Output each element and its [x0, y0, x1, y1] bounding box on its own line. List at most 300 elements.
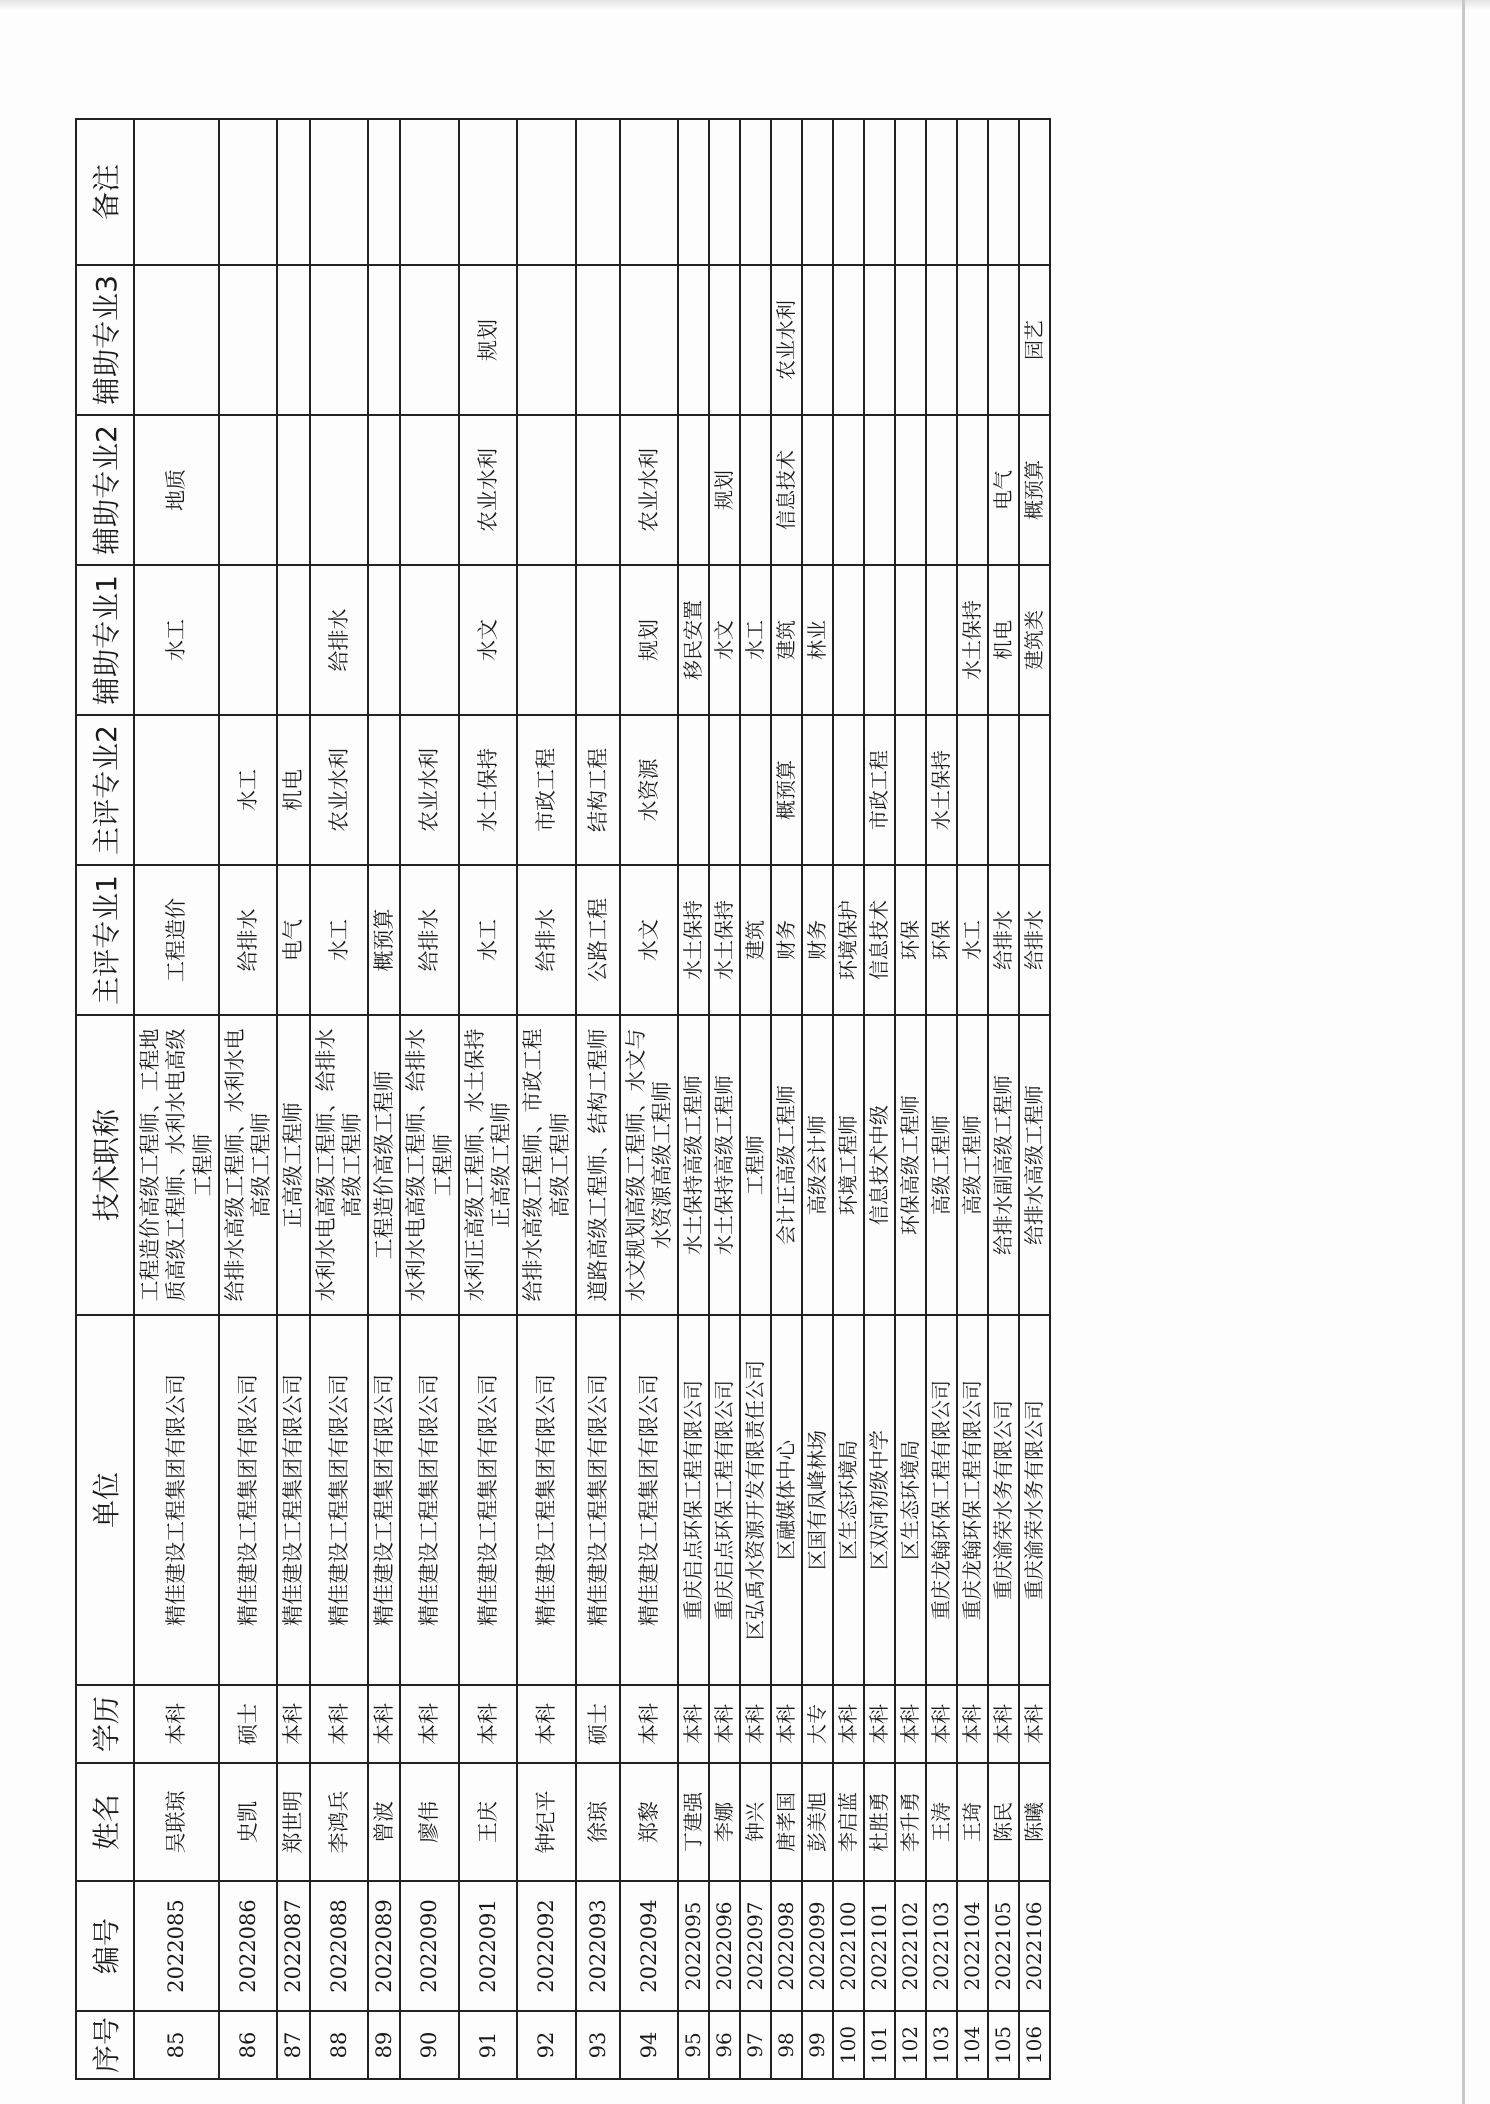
cell-main-major-2: 市政工程 — [864, 715, 895, 865]
cell-name: 丁建强 — [678, 1763, 709, 1881]
cell-seq: 100 — [833, 2011, 864, 2079]
cell-education: 本科 — [895, 1685, 926, 1763]
cell-aux-major-1: 建筑 — [771, 565, 802, 715]
header-education: 学历 — [76, 1685, 134, 1763]
cell-aux-major-2 — [740, 415, 771, 565]
cell-title: 给排水高级工程师、水利水电高级工程师 — [219, 1015, 278, 1315]
cell-education: 硕士 — [576, 1685, 620, 1763]
cell-aux-major-1 — [368, 565, 400, 715]
cell-code: 2022104 — [957, 1881, 988, 2011]
cell-remark — [988, 119, 1019, 265]
cell-code: 2022096 — [709, 1881, 740, 2011]
cell-main-major-2 — [368, 715, 400, 865]
cell-aux-major-1: 给排水 — [310, 565, 369, 715]
cell-aux-major-2 — [219, 415, 278, 565]
cell-remark — [459, 119, 518, 265]
cell-aux-major-1: 水土保持 — [957, 565, 988, 715]
table-row — [802, 119, 833, 2079]
cell-title: 水土保持高级工程师 — [709, 1015, 740, 1315]
cell-title: 环保高级工程师 — [895, 1015, 926, 1315]
cell-title: 工程造价高级工程师 — [368, 1015, 400, 1315]
cell-remark — [1019, 119, 1050, 265]
cell-aux-major-3: 园艺 — [1019, 265, 1050, 415]
cell-seq: 92 — [517, 2011, 576, 2079]
cell-main-major-1: 水工 — [459, 865, 518, 1015]
cell-main-major-1: 电气 — [277, 865, 309, 1015]
cell-aux-major-1 — [576, 565, 620, 715]
cell-code: 2022105 — [988, 1881, 1019, 2011]
cell-title: 正高级工程师 — [277, 1015, 309, 1315]
cell-seq: 106 — [1019, 2011, 1050, 2079]
table-row — [709, 119, 740, 2079]
cell-main-major-2: 市政工程 — [517, 715, 576, 865]
header-title: 技术职称 — [76, 1015, 134, 1315]
cell-aux-major-2: 概预算 — [1019, 415, 1050, 565]
cell-aux-major-2 — [368, 415, 400, 565]
cell-remark — [400, 119, 459, 265]
cell-main-major-1: 水土保持 — [709, 865, 740, 1015]
cell-seq: 105 — [988, 2011, 1019, 2079]
cell-seq: 87 — [277, 2011, 309, 2079]
cell-unit: 重庆龙翰环保工程有限公司 — [957, 1315, 988, 1685]
cell-remark — [368, 119, 400, 265]
cell-aux-major-1: 建筑类 — [1019, 565, 1050, 715]
cell-remark — [678, 119, 709, 265]
cell-aux-major-2: 规划 — [709, 415, 740, 565]
cell-main-major-1: 给排水 — [1019, 865, 1050, 1015]
cell-aux-major-2: 地质 — [134, 415, 219, 565]
cell-remark — [771, 119, 802, 265]
table-row — [740, 119, 771, 2079]
cell-name: 彭美旭 — [802, 1763, 833, 1881]
cell-unit: 精佳建设工程集团有限公司 — [400, 1315, 459, 1685]
cell-name: 李升勇 — [895, 1763, 926, 1881]
cell-title: 高级工程师 — [957, 1015, 988, 1315]
cell-remark — [926, 119, 957, 265]
cell-education: 本科 — [517, 1685, 576, 1763]
cell-main-major-1: 水工 — [310, 865, 369, 1015]
cell-aux-major-1 — [517, 565, 576, 715]
header-aux-major-3: 辅助专业3 — [76, 265, 134, 415]
cell-aux-major-1 — [926, 565, 957, 715]
cell-aux-major-3 — [709, 265, 740, 415]
cell-aux-major-2: 电气 — [988, 415, 1019, 565]
cell-aux-major-1: 水文 — [459, 565, 518, 715]
cell-seq: 99 — [802, 2011, 833, 2079]
cell-name: 钟兴 — [740, 1763, 771, 1881]
cell-main-major-1: 环保 — [895, 865, 926, 1015]
cell-unit: 区双河初级中学 — [864, 1315, 895, 1685]
cell-code: 2022106 — [1019, 1881, 1050, 2011]
cell-main-major-1: 给排水 — [219, 865, 278, 1015]
cell-aux-major-3 — [988, 265, 1019, 415]
cell-aux-major-1 — [219, 565, 278, 715]
cell-aux-major-1: 水工 — [134, 565, 219, 715]
cell-aux-major-3 — [678, 265, 709, 415]
cell-aux-major-2 — [678, 415, 709, 565]
table-row — [134, 119, 219, 2079]
cell-seq: 88 — [310, 2011, 369, 2079]
cell-seq: 97 — [740, 2011, 771, 2079]
cell-aux-major-1: 规划 — [620, 565, 679, 715]
cell-name: 郑世明 — [277, 1763, 309, 1881]
cell-aux-major-2: 农业水利 — [459, 415, 518, 565]
cell-education: 本科 — [926, 1685, 957, 1763]
cell-main-major-1: 财务 — [771, 865, 802, 1015]
cell-remark — [310, 119, 369, 265]
cell-name: 杜胜勇 — [864, 1763, 895, 1881]
cell-code: 2022087 — [277, 1881, 309, 2011]
header-main-major-2: 主评专业2 — [76, 715, 134, 865]
expert-table — [75, 118, 1051, 2080]
table-row — [620, 119, 679, 2079]
cell-seq: 89 — [368, 2011, 400, 2079]
cell-aux-major-3 — [802, 265, 833, 415]
cell-education: 本科 — [400, 1685, 459, 1763]
cell-unit: 精佳建设工程集团有限公司 — [459, 1315, 518, 1685]
cell-main-major-2 — [895, 715, 926, 865]
header-remark: 备注 — [76, 119, 134, 265]
cell-code: 2022092 — [517, 1881, 576, 2011]
table-row — [517, 119, 576, 2079]
cell-education: 本科 — [277, 1685, 309, 1763]
cell-aux-major-3: 农业水利 — [771, 265, 802, 415]
cell-aux-major-3 — [310, 265, 369, 415]
cell-aux-major-1: 水工 — [740, 565, 771, 715]
cell-education: 本科 — [1019, 1685, 1050, 1763]
cell-title: 工程造价高级工程师、工程地质高级工程师、水利水电高级工程师 — [134, 1015, 219, 1315]
cell-unit: 区生态环境局 — [833, 1315, 864, 1685]
table-row — [310, 119, 369, 2079]
cell-remark — [864, 119, 895, 265]
cell-main-major-2 — [957, 715, 988, 865]
cell-main-major-2 — [802, 715, 833, 865]
table-row — [926, 119, 957, 2079]
cell-code: 2022091 — [459, 1881, 518, 2011]
cell-education: 本科 — [709, 1685, 740, 1763]
cell-name: 唐孝国 — [771, 1763, 802, 1881]
cell-education: 本科 — [771, 1685, 802, 1763]
cell-main-major-1: 水文 — [620, 865, 679, 1015]
cell-code: 2022093 — [576, 1881, 620, 2011]
cell-education: 本科 — [310, 1685, 369, 1763]
cell-unit: 精佳建设工程集团有限公司 — [620, 1315, 679, 1685]
cell-seq: 102 — [895, 2011, 926, 2079]
cell-main-major-1: 环保 — [926, 865, 957, 1015]
cell-remark — [740, 119, 771, 265]
table-header-row — [76, 119, 134, 2079]
cell-seq: 86 — [219, 2011, 278, 2079]
cell-remark — [802, 119, 833, 265]
cell-remark — [134, 119, 219, 265]
cell-title: 会计正高级工程师 — [771, 1015, 802, 1315]
cell-aux-major-3 — [926, 265, 957, 415]
scan-top-edge — [0, 0, 1490, 10]
cell-aux-major-2: 信息技术 — [771, 415, 802, 565]
cell-main-major-1: 工程造价 — [134, 865, 219, 1015]
cell-unit: 重庆渝荣水务有限公司 — [1019, 1315, 1050, 1685]
cell-education: 本科 — [988, 1685, 1019, 1763]
cell-education: 硕士 — [219, 1685, 278, 1763]
cell-aux-major-1: 移民安置 — [678, 565, 709, 715]
cell-aux-major-3 — [400, 265, 459, 415]
cell-main-major-1: 给排水 — [400, 865, 459, 1015]
cell-main-major-2: 结构工程 — [576, 715, 620, 865]
cell-aux-major-1: 机电 — [988, 565, 1019, 715]
cell-unit: 区生态环境局 — [895, 1315, 926, 1685]
table-row — [988, 119, 1019, 2079]
cell-title: 高级工程师 — [926, 1015, 957, 1315]
cell-education: 本科 — [678, 1685, 709, 1763]
cell-unit: 精佳建设工程集团有限公司 — [277, 1315, 309, 1685]
cell-unit: 精佳建设工程集团有限公司 — [517, 1315, 576, 1685]
cell-aux-major-2 — [517, 415, 576, 565]
cell-remark — [709, 119, 740, 265]
cell-main-major-1: 给排水 — [517, 865, 576, 1015]
cell-aux-major-2 — [400, 415, 459, 565]
cell-title: 环境工程师 — [833, 1015, 864, 1315]
cell-main-major-1: 水工 — [957, 865, 988, 1015]
cell-seq: 104 — [957, 2011, 988, 2079]
cell-aux-major-2 — [277, 415, 309, 565]
cell-name: 李娜 — [709, 1763, 740, 1881]
cell-title: 水利水电高级工程师、给排水工程师 — [400, 1015, 459, 1315]
cell-aux-major-3 — [368, 265, 400, 415]
cell-unit: 重庆渝荣水务有限公司 — [988, 1315, 1019, 1685]
cell-seq: 90 — [400, 2011, 459, 2079]
cell-seq: 94 — [620, 2011, 679, 2079]
cell-name: 王庆 — [459, 1763, 518, 1881]
cell-education: 大专 — [802, 1685, 833, 1763]
cell-seq: 98 — [771, 2011, 802, 2079]
cell-aux-major-3 — [620, 265, 679, 415]
cell-seq: 103 — [926, 2011, 957, 2079]
rotated-sheet — [75, 120, 1275, 2080]
cell-title: 信息技术中级 — [864, 1015, 895, 1315]
table-row — [957, 119, 988, 2079]
cell-code: 2022085 — [134, 1881, 219, 2011]
cell-name: 陈曦 — [1019, 1763, 1050, 1881]
cell-aux-major-2: 农业水利 — [620, 415, 679, 565]
cell-education: 本科 — [620, 1685, 679, 1763]
cell-aux-major-3 — [895, 265, 926, 415]
cell-aux-major-3 — [740, 265, 771, 415]
cell-main-major-2 — [678, 715, 709, 865]
cell-name: 李鸿兵 — [310, 1763, 369, 1881]
cell-code: 2022099 — [802, 1881, 833, 2011]
cell-code: 2022100 — [833, 1881, 864, 2011]
cell-title: 给排水高级工程师 — [1019, 1015, 1050, 1315]
cell-aux-major-2 — [864, 415, 895, 565]
cell-aux-major-1: 林业 — [802, 565, 833, 715]
cell-aux-major-3: 规划 — [459, 265, 518, 415]
cell-seq: 95 — [678, 2011, 709, 2079]
table-row — [459, 119, 518, 2079]
cell-aux-major-3 — [219, 265, 278, 415]
cell-unit: 重庆龙翰环保工程有限公司 — [926, 1315, 957, 1685]
cell-main-major-1: 建筑 — [740, 865, 771, 1015]
cell-main-major-2 — [709, 715, 740, 865]
cell-main-major-2 — [1019, 715, 1050, 865]
table-row — [1019, 119, 1050, 2079]
cell-aux-major-3 — [134, 265, 219, 415]
cell-education: 本科 — [459, 1685, 518, 1763]
cell-code: 2022094 — [620, 1881, 679, 2011]
cell-unit: 区融媒体中心 — [771, 1315, 802, 1685]
cell-main-major-2: 水土保持 — [926, 715, 957, 865]
cell-aux-major-1 — [277, 565, 309, 715]
cell-code: 2022089 — [368, 1881, 400, 2011]
cell-title: 水利正高级工程师、水土保持正高级工程师 — [459, 1015, 518, 1315]
cell-name: 王涛 — [926, 1763, 957, 1881]
table-row — [576, 119, 620, 2079]
cell-aux-major-3 — [517, 265, 576, 415]
cell-seq: 96 — [709, 2011, 740, 2079]
cell-aux-major-3 — [277, 265, 309, 415]
cell-education: 本科 — [957, 1685, 988, 1763]
cell-name: 廖伟 — [400, 1763, 459, 1881]
cell-title: 水文规划高级工程师、水文与水资源高级工程师 — [620, 1015, 679, 1315]
cell-seq: 93 — [576, 2011, 620, 2079]
cell-main-major-1: 概预算 — [368, 865, 400, 1015]
header-code: 编号 — [76, 1881, 134, 2011]
cell-remark — [957, 119, 988, 265]
cell-unit: 区国有凤峰林场 — [802, 1315, 833, 1685]
table-row — [277, 119, 309, 2079]
cell-name: 史凯 — [219, 1763, 278, 1881]
cell-aux-major-1 — [833, 565, 864, 715]
cell-main-major-1: 环境保护 — [833, 865, 864, 1015]
cell-aux-major-2 — [833, 415, 864, 565]
scan-right-edge — [1462, 0, 1465, 2104]
cell-main-major-1: 公路工程 — [576, 865, 620, 1015]
table-row — [368, 119, 400, 2079]
cell-main-major-2 — [134, 715, 219, 865]
cell-remark — [517, 119, 576, 265]
header-seq: 序号 — [76, 2011, 134, 2079]
cell-unit: 重庆启点环保工程有限公司 — [709, 1315, 740, 1685]
cell-aux-major-2 — [957, 415, 988, 565]
cell-code: 2022102 — [895, 1881, 926, 2011]
cell-name: 钟纪平 — [517, 1763, 576, 1881]
cell-name: 李启蓝 — [833, 1763, 864, 1881]
cell-title: 水利水电高级工程师、给排水高级工程师 — [310, 1015, 369, 1315]
table-body — [134, 119, 1050, 2079]
cell-main-major-2: 农业水利 — [310, 715, 369, 865]
cell-title: 高级会计师 — [802, 1015, 833, 1315]
cell-main-major-2: 水土保持 — [459, 715, 518, 865]
table-row — [219, 119, 278, 2079]
cell-main-major-2: 机电 — [277, 715, 309, 865]
cell-aux-major-2 — [310, 415, 369, 565]
cell-code: 2022101 — [864, 1881, 895, 2011]
header-aux-major-2: 辅助专业2 — [76, 415, 134, 565]
cell-education: 本科 — [833, 1685, 864, 1763]
cell-remark — [895, 119, 926, 265]
cell-main-major-2: 水资源 — [620, 715, 679, 865]
cell-seq: 85 — [134, 2011, 219, 2079]
cell-title: 水土保持高级工程师 — [678, 1015, 709, 1315]
cell-main-major-2: 水工 — [219, 715, 278, 865]
cell-aux-major-1: 水文 — [709, 565, 740, 715]
cell-remark — [576, 119, 620, 265]
cell-aux-major-2 — [926, 415, 957, 565]
table-row — [771, 119, 802, 2079]
cell-aux-major-3 — [957, 265, 988, 415]
cell-aux-major-3 — [864, 265, 895, 415]
cell-unit: 精佳建设工程集团有限公司 — [310, 1315, 369, 1685]
cell-name: 陈民 — [988, 1763, 1019, 1881]
cell-remark — [219, 119, 278, 265]
cell-aux-major-2 — [895, 415, 926, 565]
cell-main-major-1: 给排水 — [988, 865, 1019, 1015]
cell-remark — [277, 119, 309, 265]
header-unit: 单位 — [76, 1315, 134, 1685]
cell-remark — [833, 119, 864, 265]
cell-aux-major-1 — [895, 565, 926, 715]
cell-name: 王琦 — [957, 1763, 988, 1881]
cell-name: 郑黎 — [620, 1763, 679, 1881]
cell-seq: 101 — [864, 2011, 895, 2079]
cell-title: 给排水副高级工程师 — [988, 1015, 1019, 1315]
header-name: 姓名 — [76, 1763, 134, 1881]
cell-name: 徐琼 — [576, 1763, 620, 1881]
cell-title: 道路高级工程师、结构工程师 — [576, 1015, 620, 1315]
cell-education: 本科 — [864, 1685, 895, 1763]
cell-code: 2022086 — [219, 1881, 278, 2011]
cell-unit: 精佳建设工程集团有限公司 — [219, 1315, 278, 1685]
header-aux-major-1: 辅助专业1 — [76, 565, 134, 715]
cell-seq: 91 — [459, 2011, 518, 2079]
cell-education: 本科 — [368, 1685, 400, 1763]
cell-code: 2022095 — [678, 1881, 709, 2011]
table-row — [678, 119, 709, 2079]
cell-code: 2022103 — [926, 1881, 957, 2011]
cell-main-major-2 — [740, 715, 771, 865]
cell-education: 本科 — [740, 1685, 771, 1763]
cell-aux-major-3 — [833, 265, 864, 415]
cell-main-major-2 — [988, 715, 1019, 865]
cell-aux-major-2 — [802, 415, 833, 565]
cell-code: 2022090 — [400, 1881, 459, 2011]
cell-code: 2022097 — [740, 1881, 771, 2011]
cell-aux-major-2 — [576, 415, 620, 565]
cell-remark — [620, 119, 679, 265]
cell-unit: 精佳建设工程集团有限公司 — [368, 1315, 400, 1685]
cell-main-major-1: 水土保持 — [678, 865, 709, 1015]
cell-aux-major-3 — [576, 265, 620, 415]
cell-main-major-2 — [833, 715, 864, 865]
cell-title: 工程师 — [740, 1015, 771, 1315]
cell-name: 曾波 — [368, 1763, 400, 1881]
cell-title: 给排水高级工程师、市政工程高级工程师 — [517, 1015, 576, 1315]
table-row — [833, 119, 864, 2079]
cell-code: 2022088 — [310, 1881, 369, 2011]
cell-unit: 区弘禹水资源开发有限责任公司 — [740, 1315, 771, 1685]
table-row — [864, 119, 895, 2079]
cell-code: 2022098 — [771, 1881, 802, 2011]
cell-unit: 精佳建设工程集团有限公司 — [134, 1315, 219, 1685]
cell-unit: 重庆启点环保工程有限公司 — [678, 1315, 709, 1685]
table-row — [400, 119, 459, 2079]
cell-main-major-1: 财务 — [802, 865, 833, 1015]
cell-unit: 精佳建设工程集团有限公司 — [576, 1315, 620, 1685]
header-main-major-1: 主评专业1 — [76, 865, 134, 1015]
cell-aux-major-1 — [400, 565, 459, 715]
cell-name: 吴联琼 — [134, 1763, 219, 1881]
cell-education: 本科 — [134, 1685, 219, 1763]
cell-main-major-2: 农业水利 — [400, 715, 459, 865]
